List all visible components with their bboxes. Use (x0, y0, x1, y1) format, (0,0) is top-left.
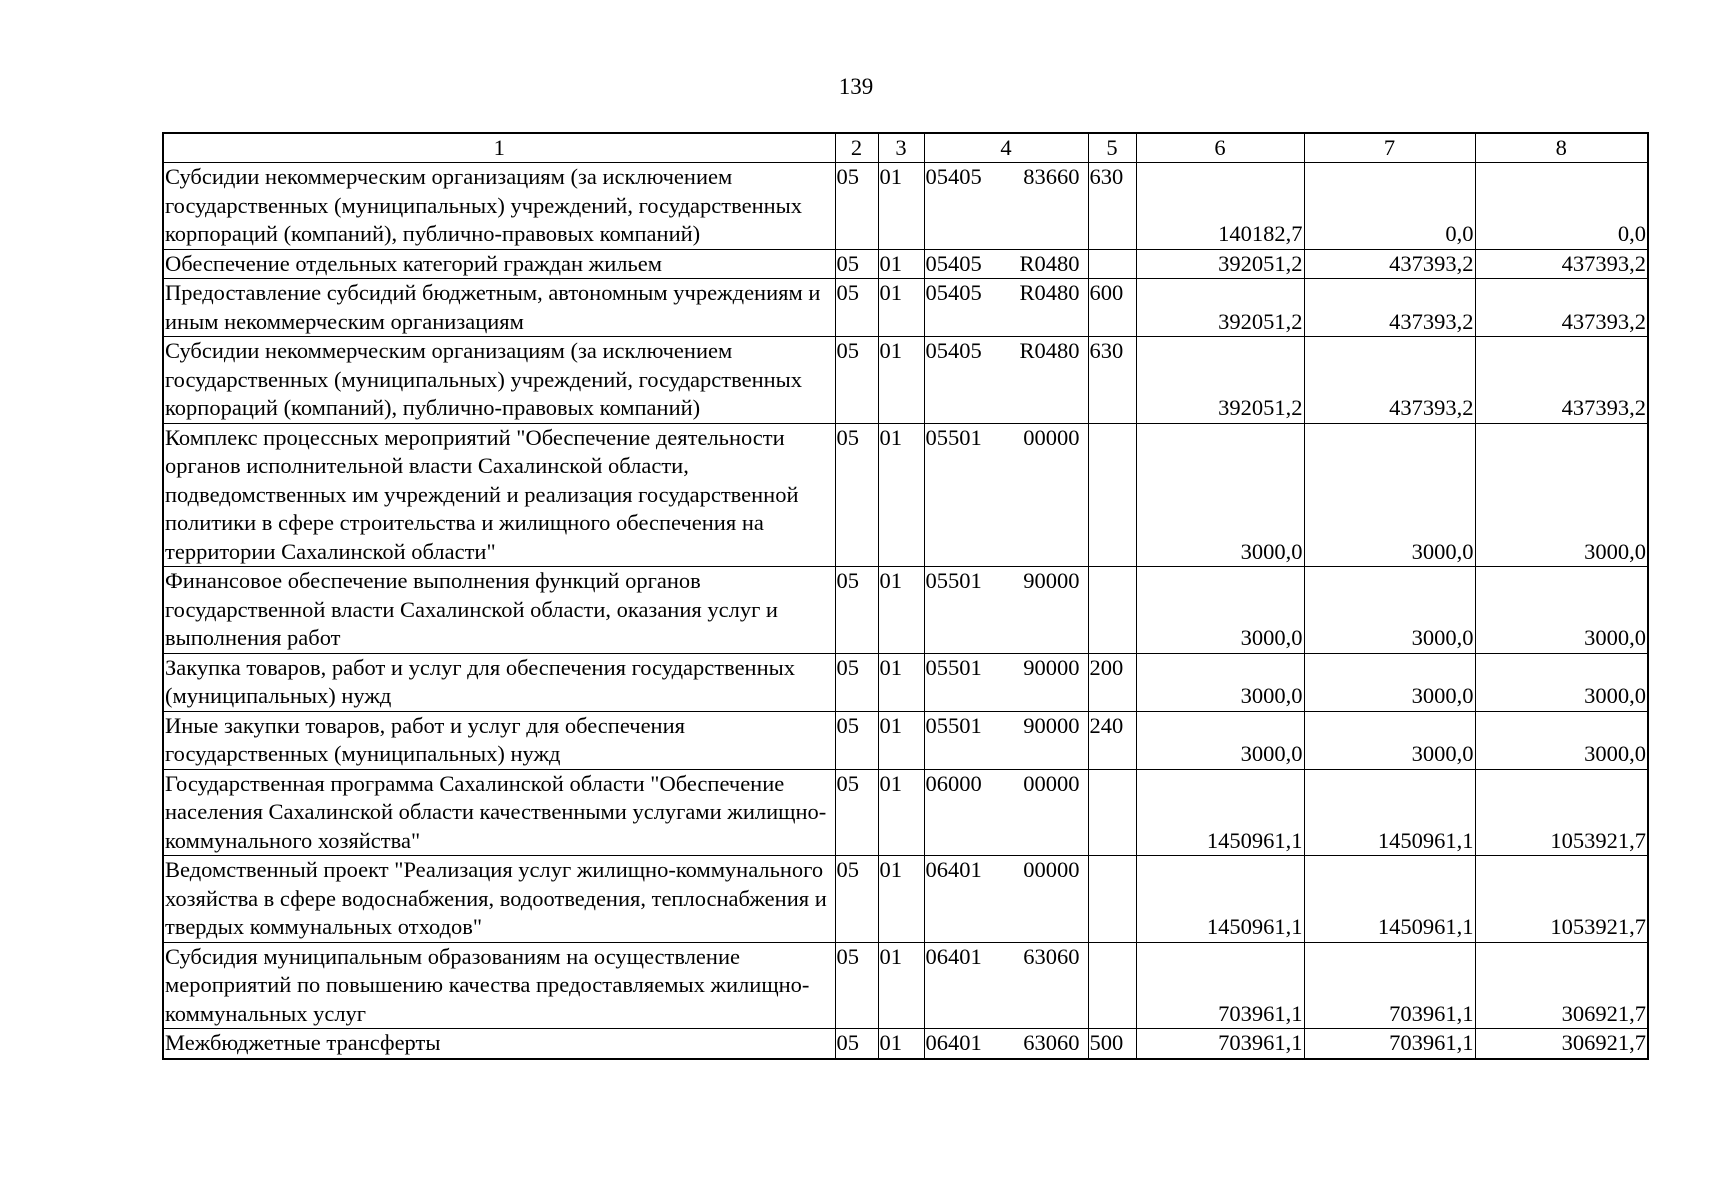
table-row (163, 769, 1648, 856)
section-code-cell: 05 (835, 653, 878, 711)
amount-year1-cell: 3000,0 (1136, 653, 1304, 711)
section-code-cell: 05 (835, 856, 878, 943)
expense-type-cell (1088, 249, 1136, 279)
target-article-program: 06401 (925, 1030, 982, 1055)
amount-year1-cell: 3000,0 (1136, 423, 1304, 567)
target-article-code (926, 654, 1086, 683)
section-code-cell: 05 (835, 423, 878, 567)
amount-year3-cell: 306921,7 (1475, 1029, 1648, 1059)
amount-year2-cell: 3000,0 (1304, 423, 1475, 567)
subsection-code-cell: 01 (878, 942, 924, 1029)
amount-year2-cell: 703961,1 (1304, 1029, 1475, 1059)
amount-year3-cell: 0,0 (1475, 163, 1648, 250)
target-article-program: 06000 (925, 770, 982, 796)
section-code-cell: 05 (835, 1029, 878, 1059)
target-article-code (926, 250, 1086, 279)
section-code-cell: 05 (835, 942, 878, 1029)
expense-type-cell (1088, 942, 1136, 1029)
table-row (163, 653, 1648, 711)
target-article-code (926, 337, 1086, 366)
amount-year2-cell: 1450961,1 (1304, 856, 1475, 943)
target-article-program: 06401 (925, 943, 982, 969)
target-article-cell (924, 942, 1088, 1029)
amount-year3-cell: 3000,0 (1475, 423, 1648, 567)
expense-type-cell (1088, 856, 1136, 943)
target-article-program: 05405 (925, 280, 982, 305)
table-row (163, 1029, 1648, 1059)
amount-year1-cell: 3000,0 (1136, 567, 1304, 654)
target-article-direction: 00000 (1023, 424, 1080, 450)
header-cell: 5 (1088, 133, 1136, 163)
table-row (163, 567, 1648, 654)
page-number: 139 (838, 74, 874, 99)
amount-year2-cell: 0,0 (1304, 163, 1475, 250)
row-name-cell: Комплекс процессных мероприятий "Обеспечение деятельности органов исполнительной власти Сахалинской области, подведомственных им учреждений и реализация государственной политики в сфере строительства и жилищного обеспечения на территории Сахалинской области" (163, 423, 835, 567)
section-code-cell: 05 (835, 567, 878, 654)
row-name-cell: Государственная программа Сахалинской области "Обеспечение населения Сахалинской области качественными услугами жилищно-коммунального хозяйства" (163, 769, 835, 856)
amount-year3-cell: 3000,0 (1475, 653, 1648, 711)
target-article-cell (924, 1029, 1088, 1059)
target-article-direction: 00000 (1023, 857, 1080, 882)
expense-type-cell: 630 (1088, 337, 1136, 424)
target-article-code (926, 424, 1086, 453)
target-article-direction: 90000 (1023, 712, 1080, 738)
budget-table (162, 132, 1649, 1060)
row-name-cell: Субсидия муниципальным образованиям на осуществление мероприятий по повышению качества предоставляемых жилищно-коммунальных услуг (163, 942, 835, 1029)
amount-year1-cell: 703961,1 (1136, 1029, 1304, 1059)
target-article-direction: R0480 (1019, 280, 1080, 305)
subsection-code-cell: 01 (878, 279, 924, 337)
target-article-code (926, 943, 1086, 972)
target-article-direction: R0480 (1019, 250, 1080, 276)
section-code-cell: 05 (835, 711, 878, 769)
amount-year3-cell: 1053921,7 (1475, 856, 1648, 943)
amount-year2-cell: 3000,0 (1304, 711, 1475, 769)
table-body (163, 163, 1648, 1059)
target-article-cell (924, 423, 1088, 567)
target-article-direction: 90000 (1023, 654, 1080, 680)
target-article-direction: 83660 (1023, 164, 1080, 189)
row-name-cell: Субсидии некоммерческим организациям (за исключением государственных (муниципальных) учреждений, государственных корпораций (компаний), публично-правовых компаний) (163, 337, 835, 424)
row-name-cell: Предоставление субсидий бюджетным, автономным учреждениям и иным некоммерческим организациям (163, 279, 835, 337)
target-article-cell (924, 163, 1088, 250)
header-cell: 4 (924, 133, 1088, 163)
target-article-cell (924, 567, 1088, 654)
table-row (163, 856, 1648, 943)
target-article-program: 05405 (925, 164, 982, 189)
amount-year3-cell: 1053921,7 (1475, 769, 1648, 856)
target-article-cell (924, 711, 1088, 769)
amount-year3-cell: 437393,2 (1475, 337, 1648, 424)
row-name-cell: Субсидии некоммерческим организациям (за исключением государственных (муниципальных) учреждений, государственных корпораций (компаний), публично-правовых компаний) (163, 163, 835, 250)
amount-year2-cell: 1450961,1 (1304, 769, 1475, 856)
amount-year2-cell: 437393,2 (1304, 337, 1475, 424)
table-row (163, 279, 1648, 337)
subsection-code-cell: 01 (878, 1029, 924, 1059)
amount-year2-cell: 3000,0 (1304, 567, 1475, 654)
target-article-code (926, 770, 1086, 799)
subsection-code-cell: 01 (878, 249, 924, 279)
target-article-code (926, 1029, 1086, 1058)
amount-year1-cell: 703961,1 (1136, 942, 1304, 1029)
target-article-code (926, 712, 1086, 741)
amount-year3-cell: 3000,0 (1475, 567, 1648, 654)
subsection-code-cell: 01 (878, 337, 924, 424)
section-code-cell: 05 (835, 249, 878, 279)
expense-type-cell (1088, 567, 1136, 654)
target-article-code (926, 279, 1086, 308)
header-cell: 8 (1475, 133, 1648, 163)
header-cell: 3 (878, 133, 924, 163)
expense-type-cell: 600 (1088, 279, 1136, 337)
target-article-cell (924, 653, 1088, 711)
target-article-direction: 63060 (1023, 1030, 1080, 1055)
table-row (163, 163, 1648, 250)
amount-year2-cell: 437393,2 (1304, 249, 1475, 279)
table-row (163, 337, 1648, 424)
target-article-program: 06401 (925, 857, 982, 882)
amount-year3-cell: 437393,2 (1475, 279, 1648, 337)
subsection-code-cell: 01 (878, 423, 924, 567)
target-article-cell (924, 856, 1088, 943)
target-article-code (926, 856, 1086, 885)
target-article-direction: R0480 (1019, 338, 1080, 363)
section-code-cell: 05 (835, 163, 878, 250)
amount-year1-cell: 392051,2 (1136, 249, 1304, 279)
table-row (163, 711, 1648, 769)
amount-year3-cell: 3000,0 (1475, 711, 1648, 769)
target-article-program: 05501 (925, 654, 982, 680)
target-article-code (926, 567, 1086, 596)
header-row (163, 133, 1648, 163)
section-code-cell: 05 (835, 337, 878, 424)
target-article-program: 05501 (925, 424, 982, 450)
target-article-cell (924, 279, 1088, 337)
subsection-code-cell: 01 (878, 163, 924, 250)
table-row (163, 942, 1648, 1029)
target-article-program: 05501 (925, 712, 982, 738)
table-row (163, 249, 1648, 279)
row-name-cell: Иные закупки товаров, работ и услуг для обеспечения государственных (муниципальных) нужд (163, 711, 835, 769)
amount-year2-cell: 703961,1 (1304, 942, 1475, 1029)
amount-year1-cell: 392051,2 (1136, 279, 1304, 337)
target-article-cell (924, 337, 1088, 424)
section-code-cell: 05 (835, 769, 878, 856)
target-article-program: 05405 (925, 250, 982, 276)
row-name-cell: Финансовое обеспечение выполнения функций органов государственной власти Сахалинской области, оказания услуг и выполнения работ (163, 567, 835, 654)
expense-type-cell: 200 (1088, 653, 1136, 711)
amount-year1-cell: 3000,0 (1136, 711, 1304, 769)
row-name-cell: Обеспечение отдельных категорий граждан жильем (163, 249, 835, 279)
target-article-program: 05501 (925, 568, 982, 593)
target-article-code (926, 163, 1086, 192)
subsection-code-cell: 01 (878, 653, 924, 711)
table-row (163, 423, 1648, 567)
target-article-program: 05405 (925, 338, 982, 363)
header-cell: 7 (1304, 133, 1475, 163)
row-name-cell: Межбюджетные трансферты (163, 1029, 835, 1059)
expense-type-cell (1088, 769, 1136, 856)
row-name-cell: Ведомственный проект "Реализация услуг жилищно-коммунального хозяйства в сфере водоснабжения, водоотведения, теплоснабжения и твердых коммунальных отходов" (163, 856, 835, 943)
target-article-direction: 90000 (1023, 568, 1080, 593)
amount-year1-cell: 1450961,1 (1136, 856, 1304, 943)
header-cell: 1 (163, 133, 835, 163)
subsection-code-cell: 01 (878, 769, 924, 856)
section-code-cell: 05 (835, 279, 878, 337)
expense-type-cell (1088, 423, 1136, 567)
amount-year2-cell: 437393,2 (1304, 279, 1475, 337)
subsection-code-cell: 01 (878, 856, 924, 943)
amount-year1-cell: 1450961,1 (1136, 769, 1304, 856)
amount-year3-cell: 306921,7 (1475, 942, 1648, 1029)
target-article-cell (924, 249, 1088, 279)
expense-type-cell: 630 (1088, 163, 1136, 250)
header-cell: 6 (1136, 133, 1304, 163)
amount-year1-cell: 392051,2 (1136, 337, 1304, 424)
target-article-cell (924, 769, 1088, 856)
expense-type-cell: 240 (1088, 711, 1136, 769)
expense-type-cell: 500 (1088, 1029, 1136, 1059)
target-article-direction: 63060 (1023, 943, 1080, 969)
amount-year2-cell: 3000,0 (1304, 653, 1475, 711)
amount-year3-cell: 437393,2 (1475, 249, 1648, 279)
amount-year1-cell: 140182,7 (1136, 163, 1304, 250)
subsection-code-cell: 01 (878, 711, 924, 769)
header-cell: 2 (835, 133, 878, 163)
target-article-direction: 00000 (1023, 770, 1080, 796)
row-name-cell: Закупка товаров, работ и услуг для обеспечения государственных (муниципальных) нужд (163, 653, 835, 711)
subsection-code-cell: 01 (878, 567, 924, 654)
